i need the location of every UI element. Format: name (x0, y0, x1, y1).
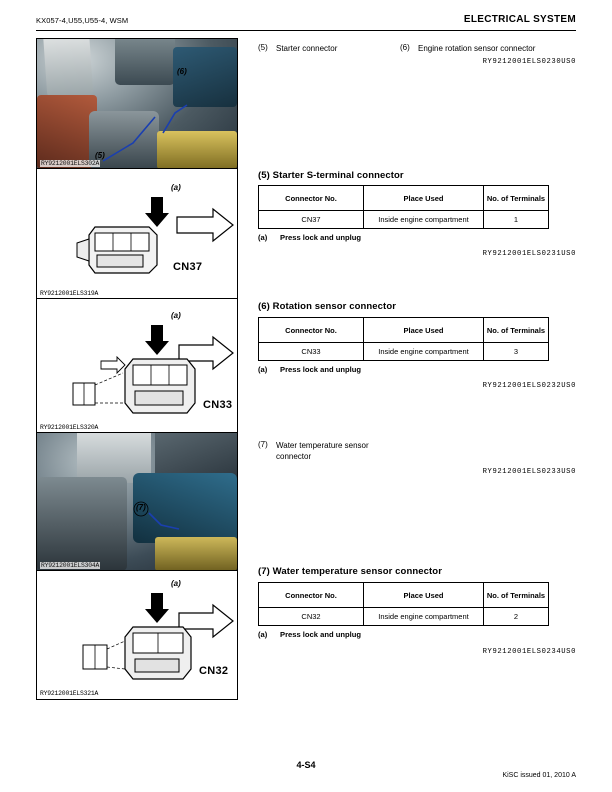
photo-callout-lines (37, 433, 237, 571)
table-header-row (259, 186, 549, 211)
figure-caption: RY9212001ELS321A (40, 690, 99, 697)
cell-no-of-terminals: 1 (484, 211, 549, 229)
figure-code-0233: RY9212001ELS0233US0 (482, 468, 576, 476)
page-number: 4-S4 (296, 760, 316, 770)
cell-connector-no: CN33 (259, 343, 364, 361)
col-connector-no: Connector No. (259, 318, 364, 343)
header-divider (36, 30, 576, 31)
figure-code-0230: RY9212001ELS0230US0 (482, 58, 576, 66)
cn33-drawing (37, 299, 237, 433)
figure-lineart-cn37 (36, 168, 238, 300)
figure-code-0231: RY9212001ELS0231US0 (482, 250, 576, 258)
cn37-drawing (37, 169, 237, 299)
figure-lineart-cn33 (36, 298, 238, 434)
connector-name: CN33 (203, 399, 233, 411)
note-text-1: Press lock and unplug (280, 233, 362, 242)
legend-item-7-number: (7) (258, 440, 268, 449)
figure-caption: RY9212001ELS319A (40, 290, 99, 297)
col-connector-no: Connector No. (259, 583, 364, 608)
cell-connector-no: CN32 (259, 608, 364, 626)
figure-lineart-cn32 (36, 570, 238, 700)
figure-caption: RY9212001ELS320A (40, 424, 99, 431)
cn32-drawing (37, 571, 237, 699)
figure-photo-water-temp-sensor (36, 432, 238, 572)
label-a: (a) (171, 579, 181, 588)
legend-item-6-text: Engine rotation sensor connector (418, 44, 536, 53)
cell-no-of-terminals: 3 (484, 343, 549, 361)
table-row (259, 211, 549, 229)
legend-item-5-number: (5) (258, 43, 268, 52)
table-water-temp-sensor (258, 582, 549, 626)
figure-photo-starter-connector (36, 38, 238, 170)
legend-item-5-text: Starter connector (276, 44, 338, 53)
section-title-starter-s-terminal: (5) Starter S-terminal connector (258, 170, 404, 181)
figure-caption: RY9212001ELS304A (41, 562, 100, 569)
table-header-row (259, 318, 549, 343)
legend-item-7-line1: Water temperature sensor (276, 441, 369, 450)
cell-connector-no: CN37 (259, 211, 364, 229)
table-row (259, 608, 549, 626)
label-a: (a) (171, 311, 181, 320)
table-row (259, 343, 549, 361)
col-no-of-terminals: No. of Terminals (484, 186, 549, 211)
section-title-rotation-sensor: (6) Rotation sensor connector (258, 301, 397, 312)
header-model-text: KX057-4,U55,U55-4, WSM (36, 16, 129, 25)
col-place-used: Place Used (364, 186, 484, 211)
section-title-water-temp-sensor: (7) Water temperature sensor connector (258, 566, 442, 577)
header-section-title: ELECTRICAL SYSTEM (463, 14, 576, 25)
legend-item-7-line2: connector (276, 452, 312, 461)
figure-code-0232: RY9212001ELS0232US0 (482, 382, 576, 390)
col-no-of-terminals: No. of Terminals (484, 318, 549, 343)
note-mark-a-3: (a) (258, 630, 268, 639)
photo-label-7: (7) (136, 503, 146, 512)
col-no-of-terminals: No. of Terminals (484, 583, 549, 608)
photo-label-5: (5) (95, 151, 105, 160)
connector-name: CN32 (199, 665, 229, 677)
legend-item-6-number: (6) (400, 43, 410, 52)
photo-callout-lines (37, 39, 237, 169)
col-place-used: Place Used (364, 583, 484, 608)
cell-no-of-terminals: 2 (484, 608, 549, 626)
col-place-used: Place Used (364, 318, 484, 343)
figure-code-0234: RY9212001ELS0234US0 (482, 648, 576, 656)
label-a: (a) (171, 183, 181, 192)
col-connector-no: Connector No. (259, 186, 364, 211)
page-header (36, 16, 576, 34)
photo-label-6: (6) (177, 67, 187, 76)
cell-place-used: Inside engine compartment (364, 343, 484, 361)
footer-issued-text: KiSC issued 01, 2010 A (502, 772, 576, 779)
note-text-3: Press lock and unplug (280, 630, 362, 639)
note-mark-a-2: (a) (258, 365, 268, 374)
table-rotation-sensor (258, 317, 549, 361)
cell-place-used: Inside engine compartment (364, 211, 484, 229)
table-starter-s-terminal (258, 185, 549, 229)
note-mark-a-1: (a) (258, 233, 268, 242)
figure-caption: RY9212001ELS302A (41, 160, 100, 167)
table-header-row (259, 583, 549, 608)
connector-name: CN37 (173, 261, 203, 273)
cell-place-used: Inside engine compartment (364, 608, 484, 626)
note-text-2: Press lock and unplug (280, 365, 362, 374)
